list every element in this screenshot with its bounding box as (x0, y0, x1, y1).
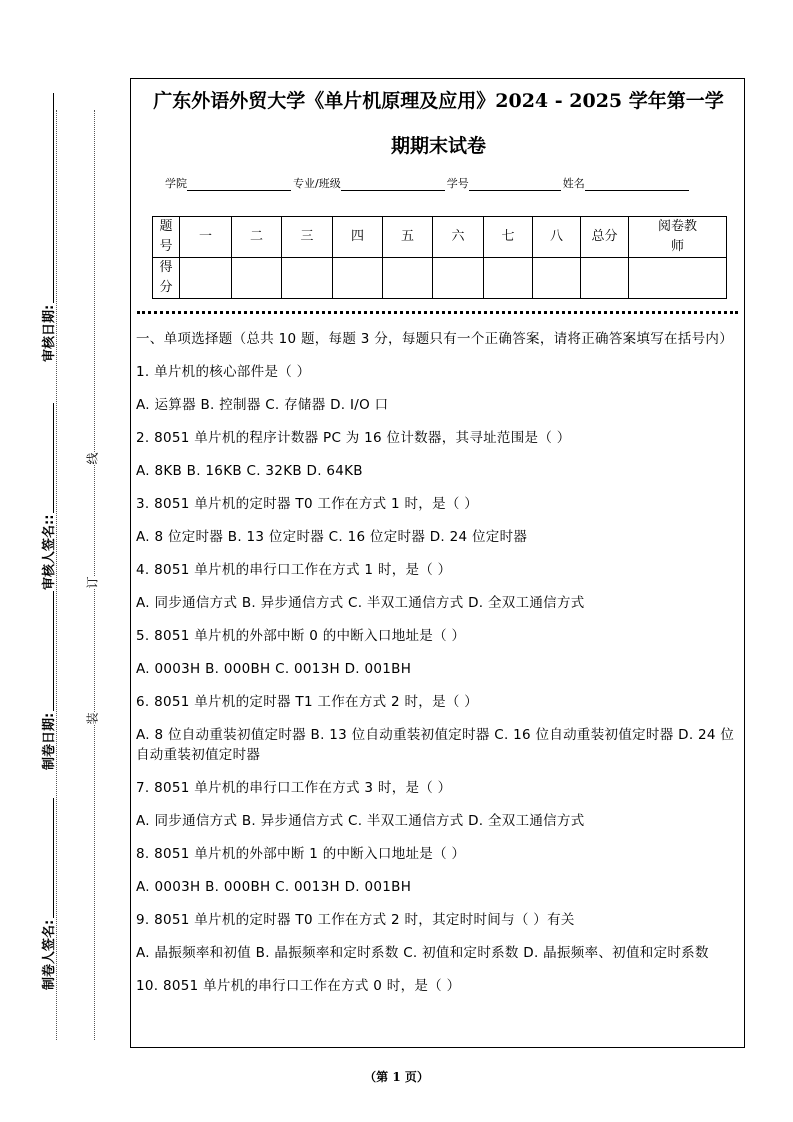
score-header-cell: 八 (533, 217, 581, 258)
score-cell[interactable] (180, 258, 232, 299)
reviewer-sign-field (38, 403, 57, 590)
college-label: 学院 (165, 177, 187, 190)
score-cell[interactable] (484, 258, 533, 299)
cut-seal-mark: 装 (82, 712, 103, 724)
question-text: 2. 8051 单片机的程序计数器 PC 为 16 位计数器，其寻址范围是（ ） (136, 430, 571, 446)
reviewer-date-field (38, 93, 57, 362)
answer-options: A. 0003H B. 000BH C. 0013H D. 001BH (136, 879, 412, 895)
major-class-field[interactable] (341, 178, 445, 191)
score-header-cell: 一 (180, 217, 232, 258)
binding-dotted-line-inner (94, 110, 95, 1040)
score-cell[interactable] (383, 258, 433, 299)
name-label: 姓名 (562, 177, 585, 190)
question-text: 4. 8051 单片机的串行口工作在方式 1 时，是（ ） (136, 562, 452, 578)
cut-line-mark: 线 (82, 452, 103, 464)
name-field[interactable] (585, 178, 689, 191)
score-header-cell: 三 (282, 217, 333, 258)
section-title: 一、单项选择题（总共 10 题，每题 3 分，每题只有一个正确答案，请将正确答案填写在括号内） (136, 331, 734, 347)
answer-options: A. 0003H B. 000BH C. 0013H D. 001BH (136, 661, 412, 677)
maker-date-label: 制卷日期: (42, 712, 57, 770)
answer-options: A. 8KB B. 16KB C. 32KB D. 64KB (136, 463, 363, 479)
student-id-label: 学号 (446, 177, 469, 190)
answer-options: A. 8 位自动重装初值定时器 B. 13 位自动重装初值定时器 C. 16 位自动重装初值定时器 D. 24 位自动重装初值定时器 (136, 727, 735, 763)
answer-options: A. 运算器 B. 控制器 C. 存储器 D. I/O 口 (136, 397, 389, 413)
question-text: 9. 8051 单片机的定时器 T0 工作在方式 2 时，其定时时间与（ ）有关 (136, 912, 575, 928)
answer-options: A. 同步通信方式 B. 异步通信方式 C. 半双工通信方式 D. 全双工通信方式 (136, 813, 585, 829)
score-row-label: 得分 (153, 258, 180, 299)
score-cell[interactable] (232, 258, 282, 299)
answer-options: A. 同步通信方式 B. 异步通信方式 C. 半双工通信方式 D. 全双工通信方式 (136, 595, 585, 611)
question-text: 6. 8051 单片机的定时器 T1 工作在方式 2 时，是（ ） (136, 694, 479, 710)
score-header-cell: 二 (232, 217, 282, 258)
exam-frame (130, 78, 745, 1048)
score-header-cell: 七 (484, 217, 533, 258)
reviewer-sign-blank[interactable] (41, 403, 54, 513)
question-text: 5. 8051 单片机的外部中断 0 的中断入口地址是（ ） (136, 628, 466, 644)
score-table (152, 216, 727, 299)
exam-title-cont: 期期末试卷 (390, 135, 486, 157)
score-cell[interactable] (333, 258, 383, 299)
section-divider (137, 311, 738, 314)
cut-bind-mark: 订 (82, 576, 103, 588)
question-text: 8. 8051 单片机的外部中断 1 的中断入口地址是（ ） (136, 846, 466, 862)
maker-date-field (38, 591, 57, 770)
page-number: （第 1 页） (364, 1070, 429, 1084)
score-value-row (153, 258, 727, 299)
question-text: 10. 8051 单片机的串行口工作在方式 0 时，是（ ） (136, 978, 461, 994)
score-header-cell: 阅卷教师 (629, 217, 727, 258)
student-info-row (165, 175, 691, 191)
question-text: 7. 8051 单片机的串行口工作在方式 3 时，是（ ） (136, 780, 452, 796)
score-header-cell: 六 (433, 217, 484, 258)
reviewer-date-label: 审核日期: (42, 304, 57, 362)
score-cell[interactable] (581, 258, 629, 299)
student-id-field[interactable] (469, 178, 561, 191)
reviewer-sign-label: 审核人签名:: (42, 514, 57, 590)
college-field[interactable] (187, 178, 291, 191)
question-text: 1. 单片机的核心部件是（ ） (136, 364, 311, 380)
major-class-label: 专业/班级 (293, 177, 341, 190)
maker-sign-field (38, 798, 57, 990)
score-cell[interactable] (433, 258, 484, 299)
exam-title: 广东外语外贸大学《单片机原理及应用》2024 - 2025 学年第一学 (153, 90, 724, 112)
score-header-row (153, 217, 727, 258)
score-cell[interactable] (282, 258, 333, 299)
score-header-cell: 五 (383, 217, 433, 258)
maker-date-blank[interactable] (41, 591, 54, 711)
score-cell[interactable] (533, 258, 581, 299)
question-section (136, 329, 740, 1009)
maker-sign-blank[interactable] (41, 798, 54, 918)
score-header-cell: 总分 (581, 217, 629, 258)
question-text: 3. 8051 单片机的定时器 T0 工作在方式 1 时，是（ ） (136, 496, 479, 512)
score-header-cell: 题号 (153, 217, 180, 258)
answer-options: A. 8 位定时器 B. 13 位定时器 C. 16 位定时器 D. 24 位定时器 (136, 529, 528, 545)
score-header-cell: 四 (333, 217, 383, 258)
reviewer-date-blank[interactable] (41, 93, 54, 303)
answer-options: A. 晶振频率和初值 B. 晶振频率和定时系数 C. 初值和定时系数 D. 晶振频率、初值和定时系数 (136, 945, 709, 961)
maker-sign-label: 制卷人签名: (42, 919, 57, 990)
score-cell[interactable] (629, 258, 727, 299)
